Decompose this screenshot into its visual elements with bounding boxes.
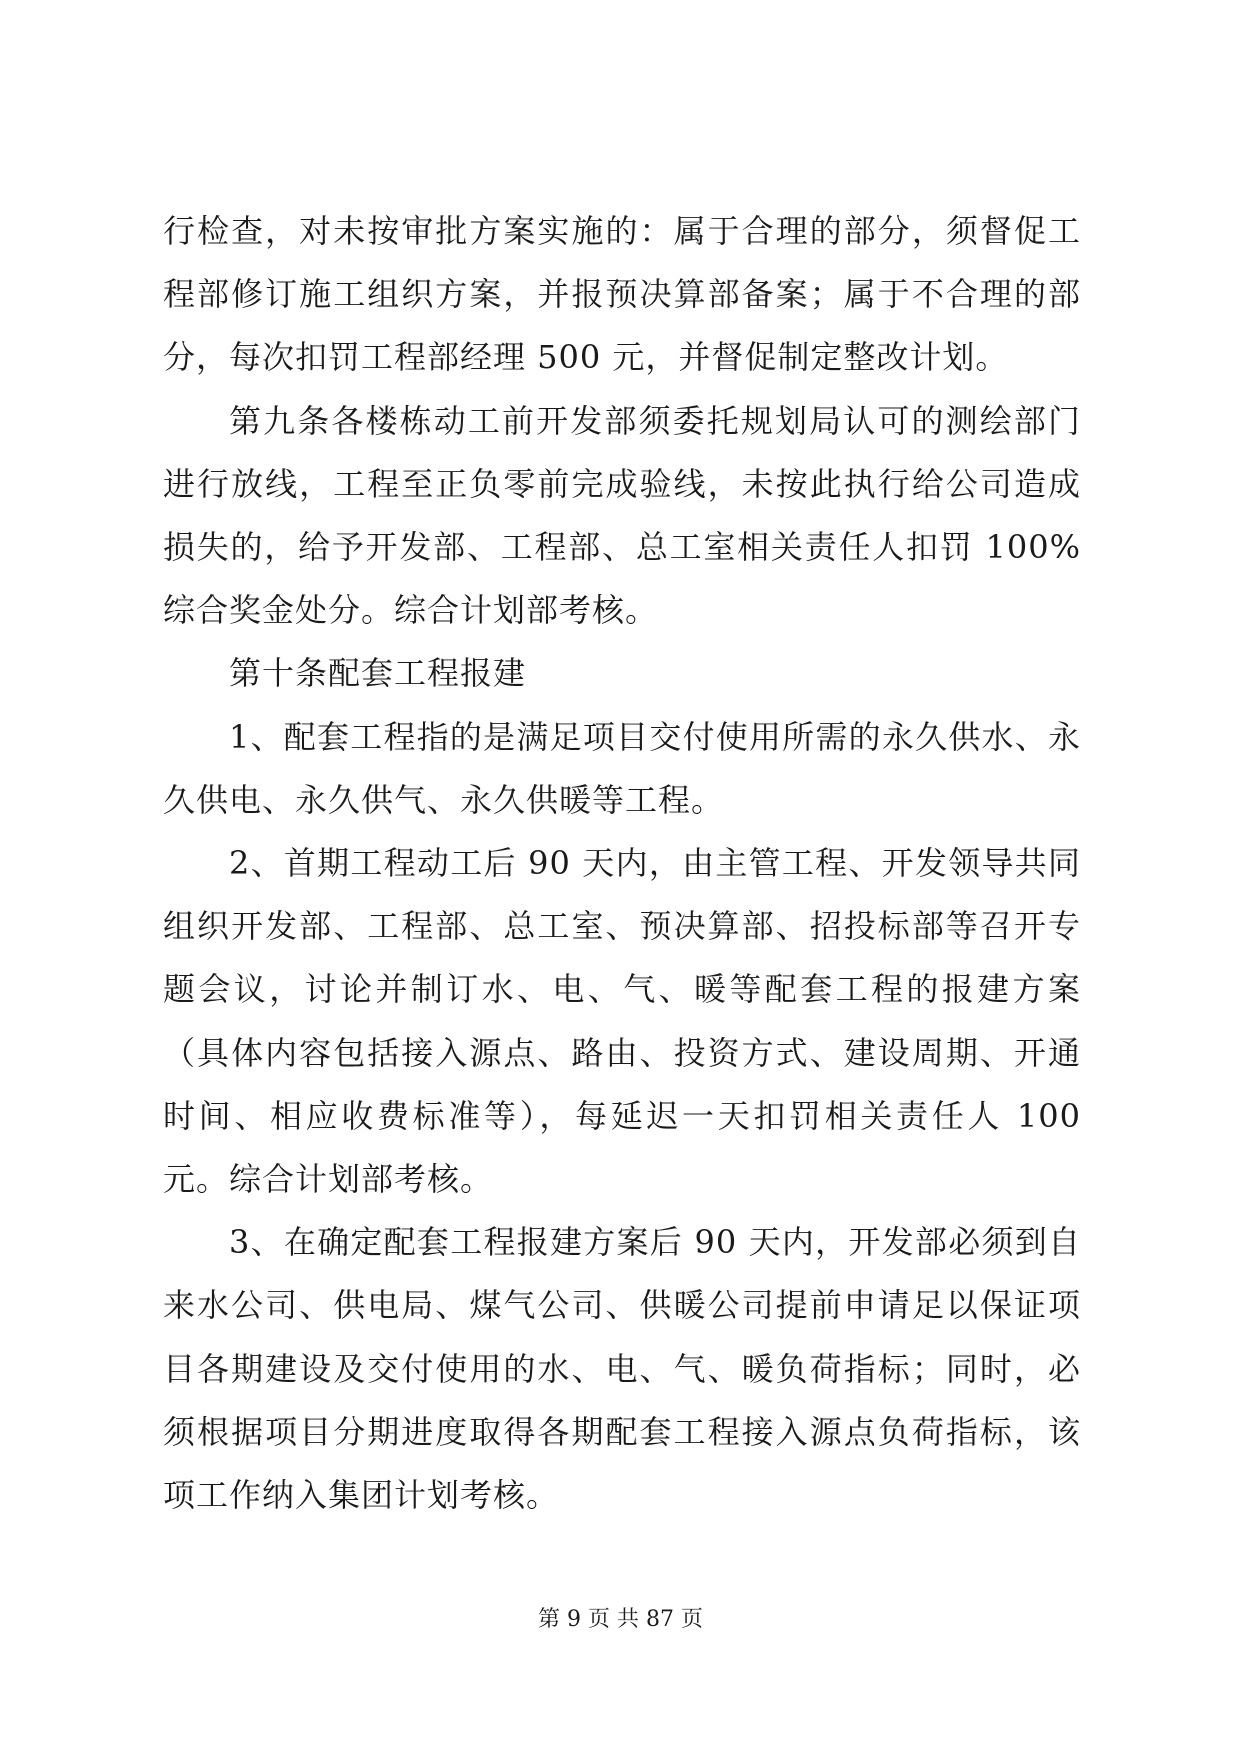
paragraph-item-3: 3、在确定配套工程报建方案后 90 天内，开发部必须到自来水公司、供电局、煤气公司、供暖公司提前申请足以保证项目各期建设及交付使用的水、电、气、暖负荷指标；同时，必须根据项目分期进度取得各期配套工程接入源点负荷指标，该项工作纳入集团计划考核。: [163, 1223, 1081, 1515]
paragraph-article-10-heading: 第十条配套工程报建: [229, 654, 527, 693]
document-body: [163, 200, 1081, 1527]
paragraph-1: 行检查，对未按审批方案实施的：属于合理的部分，须督促工程部修订施工组织方案，并报预决算部备案；属于不合理的部分，每次扣罚工程部经理 500 元，并督促制定整改计划。: [163, 212, 1081, 377]
paragraph-item-1: 1、配套工程指的是满足项目交付使用所需的永久供水、永久供电、永久供气、永久供暖等工程。: [163, 717, 1081, 819]
page-footer: 第 9 页 共 87 页: [538, 1607, 703, 1632]
paragraph-article-9: 第九条各楼栋动工前开发部须委托规划局认可的测绘部门进行放线，工程至正负零前完成验线，未按此执行给公司造成损失的，给予开发部、工程部、总工室相关责任人扣罚 100%综合奖金处分。综合计划部考核。: [163, 401, 1081, 630]
paragraph-item-2: 2、首期工程动工后 90 天内，由主管工程、开发领导共同组织开发部、工程部、总工室、预决算部、招投标部等召开专题会议，讨论并制订水、电、气、暖等配套工程的报建方案（具体内容包括接入源点、路由、投资方式、建设周期、开通时间、相应收费标准等），每延迟一天扣罚相关责任人 100 元。综合计划部考核。: [163, 844, 1081, 1199]
